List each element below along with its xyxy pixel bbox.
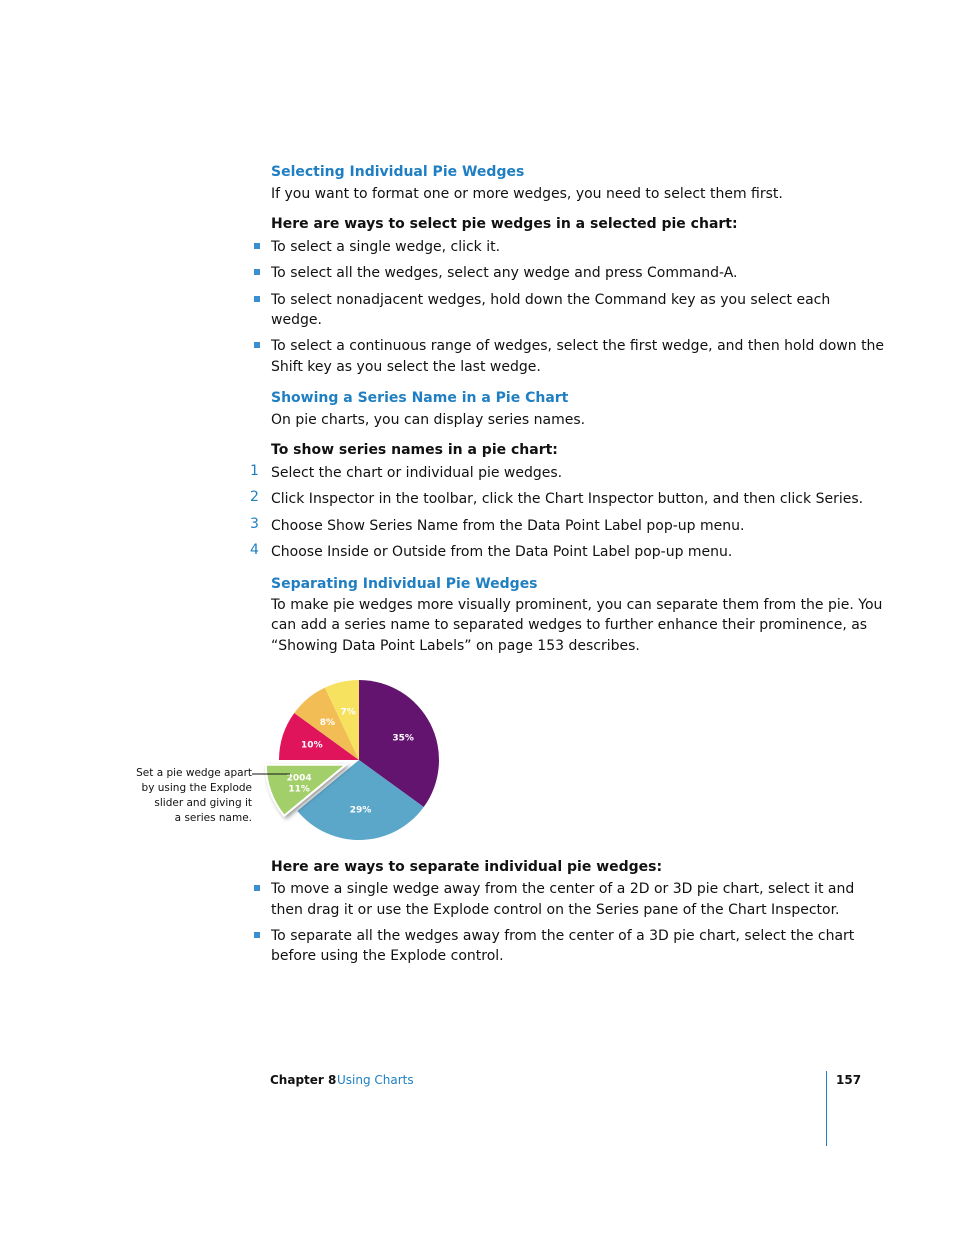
page-number: 157: [836, 1073, 862, 1087]
pie-slice-sublabel: 11%: [288, 784, 310, 795]
list-item-continuation: Shift key as you select the last wedge.: [271, 359, 541, 375]
step-number: 2: [250, 489, 259, 505]
footer-divider: [826, 1071, 827, 1146]
paragraph-line: “Showing Data Point Labels” on page 153 describes.: [271, 638, 640, 654]
callout-line: by using the Explode: [141, 782, 252, 794]
list-item-continuation: wedge.: [271, 312, 322, 328]
footer-chapter-title: Using Charts: [337, 1073, 414, 1087]
step-number: 3: [250, 516, 259, 532]
step-text: Click Inspector in the toolbar, click the Chart Inspector button, and then click Series.: [271, 491, 864, 507]
step-text: Choose Show Series Name from the Data Point Label pop-up menu.: [271, 518, 745, 534]
list-item: To move a single wedge away from the center of a 2D or 3D pie chart, select it and: [271, 881, 855, 897]
step-number: 1: [250, 463, 259, 479]
callout-line: a series name.: [174, 812, 252, 824]
list-item: To select a single wedge, click it.: [271, 239, 501, 255]
callout-line: slider and giving it: [154, 797, 252, 809]
section-heading-separating: Separating Individual Pie Wedges: [271, 576, 538, 592]
lead-show-series: To show series names in a pie chart:: [271, 442, 558, 458]
list-item: To select nonadjacent wedges, hold down the Command key as you select each: [271, 292, 831, 308]
lead-separate-ways: Here are ways to separate individual pie wedges:: [271, 859, 663, 875]
pie-slice-label: 35%: [392, 733, 414, 744]
paragraph-line: To make pie wedges more visually prominent, you can separate them from the pie. You: [271, 597, 883, 613]
list-item: To select all the wedges, select any wedge and press Command-A.: [271, 265, 738, 281]
step-text: Choose Inside or Outside from the Data Point Label pop-up menu.: [271, 544, 733, 560]
lead-select-ways: Here are ways to select pie wedges in a selected pie chart:: [271, 216, 738, 232]
step-text: Select the chart or individual pie wedges.: [271, 465, 563, 481]
list-item: To select a continuous range of wedges, select the first wedge, and then hold down the: [271, 338, 885, 354]
paragraph-select-intro: If you want to format one or more wedges, you need to select them first.: [271, 186, 783, 202]
paragraph-series-intro: On pie charts, you can display series names.: [271, 412, 586, 428]
callout-line: Set a pie wedge apart: [136, 767, 252, 779]
section-heading-series-name: Showing a Series Name in a Pie Chart: [271, 390, 569, 406]
bullet-marker: [254, 932, 260, 938]
pie-slice-label: 29%: [349, 805, 372, 816]
step-number: 4: [250, 542, 259, 558]
footer-chapter: Chapter 8: [270, 1073, 337, 1087]
list-item-continuation: then drag it or use the Explode control on the Series pane of the Chart Inspector.: [271, 902, 840, 918]
pie-slice-label: 8%: [319, 717, 336, 728]
list-item: To separate all the wedges away from the center of a 3D pie chart, select the chart: [271, 928, 855, 944]
pie-slice-label: 2004: [286, 773, 312, 784]
figure-callout: [120, 766, 252, 826]
bullet-marker: [254, 885, 260, 891]
list-item-continuation: before using the Explode control.: [271, 948, 504, 964]
pie-slice-label: 10%: [301, 740, 323, 751]
paragraph-line: can add a series name to separated wedges to further enhance their prominence, as: [271, 617, 868, 633]
pie-slice-label: 7%: [340, 707, 356, 718]
section-heading-selecting: Selecting Individual Pie Wedges: [271, 164, 525, 180]
